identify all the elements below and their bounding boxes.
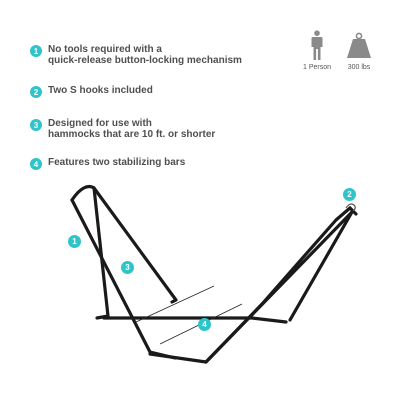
feature-2-text: Two S hooks included xyxy=(48,85,153,96)
rear-base-rail xyxy=(104,318,286,322)
feature-4-badge: 4 xyxy=(30,158,42,170)
left-arch-brace xyxy=(94,188,176,302)
callout-1: 1 xyxy=(68,235,81,248)
feature-3-text: Designed for use with hammocks that are 10 ft. or shorter xyxy=(48,118,216,140)
feature-2-badge: 2 xyxy=(30,86,42,98)
left-arch xyxy=(72,187,108,319)
feature-3-badge: 3 xyxy=(30,119,42,131)
callout-4: 4 xyxy=(198,318,211,331)
feature-1-badge: 1 xyxy=(30,45,42,57)
front-base-rail xyxy=(150,304,262,362)
feature-4-text: Features two stabilizing bars xyxy=(48,157,186,168)
callout-3: 3 xyxy=(121,261,134,274)
callout-2: 2 xyxy=(343,188,356,201)
capacity-weight-label: 300 lbs xyxy=(347,64,371,71)
feature-1-text: No tools required with a quick-release button-locking mechanism xyxy=(48,44,242,66)
capacity-person-label: 1 Person xyxy=(302,64,332,71)
